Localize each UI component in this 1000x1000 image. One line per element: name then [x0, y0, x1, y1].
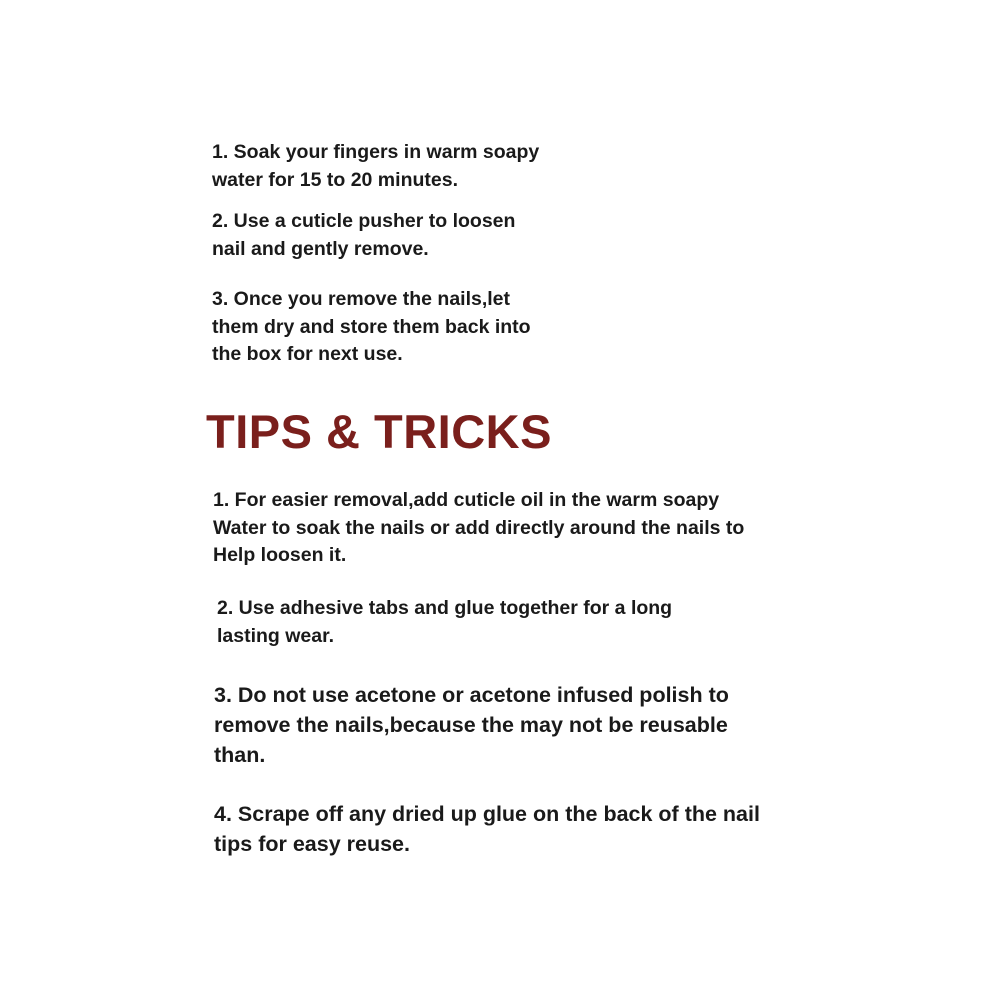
removal-step-2: 2. Use a cuticle pusher to loosen nail and gently remove. — [212, 210, 516, 260]
tip-item-3: 3. Do not use acetone or acetone infused polish to remove the nails,because the may not be reusable than. — [214, 683, 729, 767]
tip-item-2: 2. Use adhesive tabs and glue together for a long lasting wear. — [217, 597, 673, 647]
removal-step-3: 3. Once you remove the nails,let them dry and store them back into the box for next use. — [212, 288, 531, 365]
removal-step-1: 1. Soak your fingers in warm soapy water for 15 to 20 minutes. — [212, 141, 540, 191]
tips-heading: TIPS & TRICKS — [206, 405, 552, 458]
tip-item-4: 4. Scrape off any dried up glue on the back of the nail tips for easy reuse. — [214, 802, 760, 856]
tip-item-1: 1. For easier removal,add cuticle oil in the warm soapy Water to soak the nails or add directly around the nails to Help loosen it. — [213, 489, 745, 566]
